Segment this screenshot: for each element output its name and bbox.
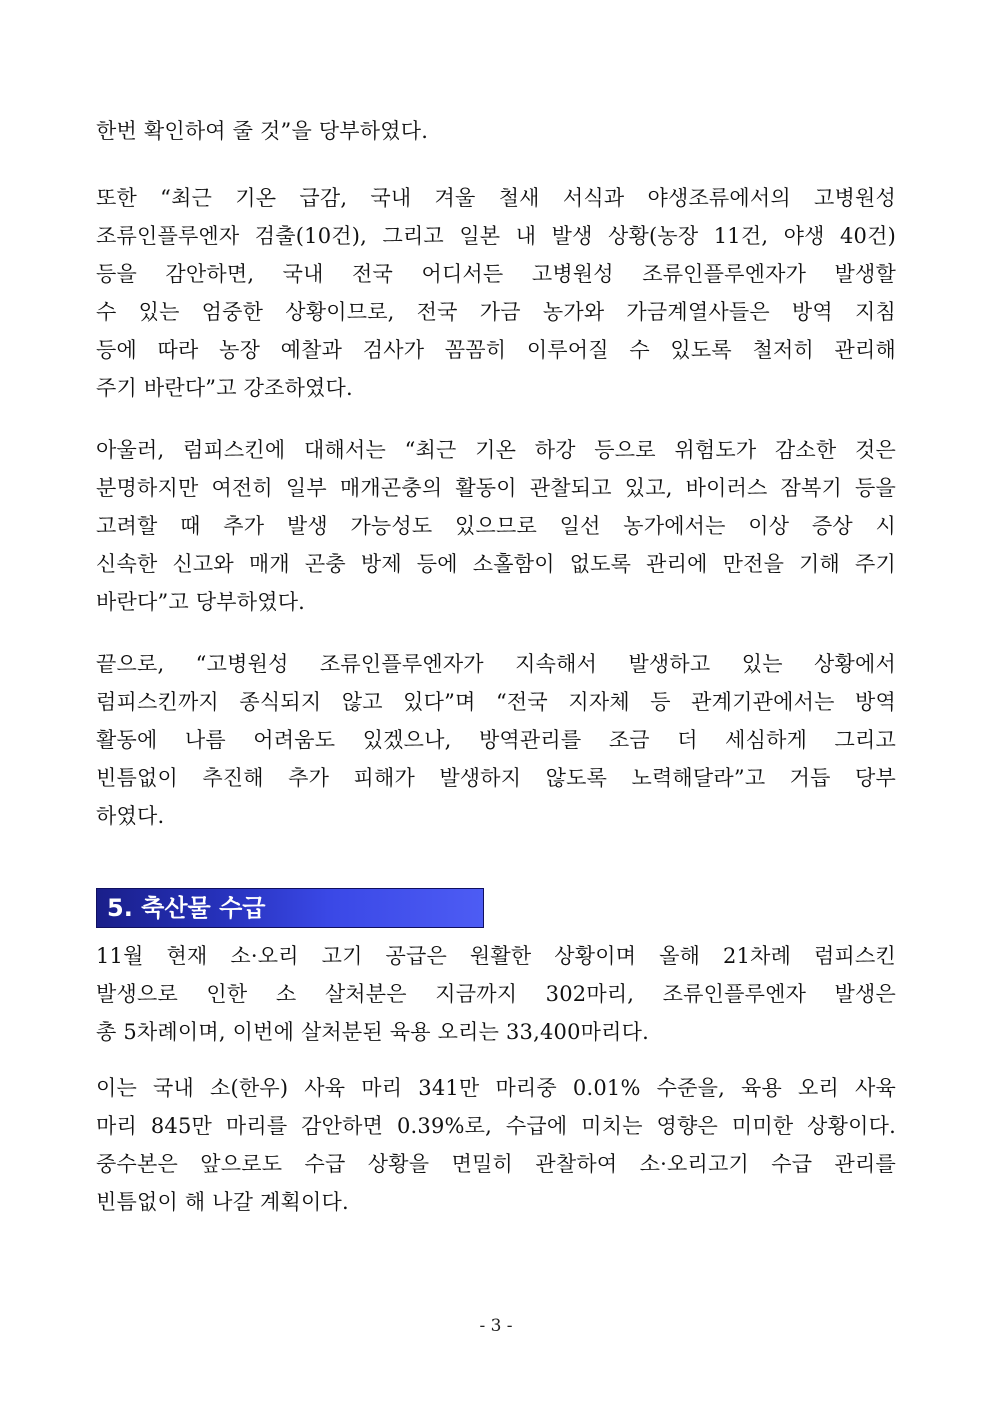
text-line: 등을 감안하면, 국내 전국 어디서든 고병원성 조류인플루엔자가 발생할 <box>96 262 896 286</box>
text-line: 아울러, 럼피스킨에 대해서는 “최근 기온 하강 등으로 위험도가 감소한 것은 <box>96 438 896 462</box>
paragraph <box>96 937 896 1051</box>
text-line: 빈틈없이 추진해 추가 피해가 발생하지 않도록 노력해달라”고 거듭 당부 <box>96 766 896 790</box>
text-line: 끝으로, “고병원성 조류인플루엔자가 지속해서 발생하고 있는 상황에서 <box>96 652 896 676</box>
text-line: 신속한 신고와 매개 곤충 방제 등에 소홀함이 없도록 관리에 만전을 기해 주기 <box>96 552 896 576</box>
section-heading-box <box>96 888 484 928</box>
text-line: 하였다. <box>96 804 165 828</box>
text-line: 빈틈없이 해 나갈 계획이다. <box>96 1190 349 1214</box>
paragraph <box>96 645 896 835</box>
text-line: 한번 확인하여 줄 것”을 당부하였다. <box>96 119 429 143</box>
text-line: 발생으로 인한 소 살처분은 지금까지 302마리, 조류인플루엔자 발생은 <box>96 982 896 1006</box>
text-line: 총 5차례이며, 이번에 살처분된 육용 오리는 33,400마리다. <box>96 1020 649 1044</box>
text-line: 활동에 나름 어려움도 있겠으나, 방역관리를 조금 더 세심하게 그리고 <box>96 728 896 752</box>
paragraph <box>96 431 896 621</box>
text-line: 분명하지만 여전히 일부 매개곤충의 활동이 관찰되고 있고, 바이러스 잠복기 등을 <box>96 476 896 500</box>
text-line: 또한 “최근 기온 급감, 국내 겨울 철새 서식과 야생조류에서의 고병원성 <box>96 186 896 210</box>
paragraph <box>96 1069 896 1221</box>
text-line: 중수본은 앞으로도 수급 상황을 면밀히 관찰하여 소·오리고기 수급 관리를 <box>96 1152 896 1176</box>
text-line: 조류인플루엔자 검출(10건), 그리고 일본 내 발생 상황(농장 11건, 야생 40건) <box>96 224 896 248</box>
text-line: 이는 국내 소(한우) 사육 마리 341만 마리중 0.01% 수준을, 육용 오리 사육 <box>96 1076 896 1100</box>
paragraph <box>96 112 896 150</box>
text-line: 11월 현재 소·오리 고기 공급은 원활한 상황이며 올해 21차례 럼피스킨 <box>96 944 896 968</box>
text-line: 바란다”고 당부하였다. <box>96 590 306 614</box>
text-line: 수 있는 엄중한 상황이므로, 전국 가금 농가와 가금계열사들은 방역 지침 <box>96 300 896 324</box>
text-line: 등에 따라 농장 예찰과 검사가 꼼꼼히 이루어질 수 있도록 철저히 관리해 <box>96 338 896 362</box>
section-title: 5. 축산물 수급 <box>107 894 266 922</box>
page-number: - 3 - <box>479 1316 513 1336</box>
text-line: 마리 845만 마리를 감안하면 0.39%로, 수급에 미치는 영향은 미미한 상황이다. <box>96 1114 896 1138</box>
text-line: 주기 바란다”고 강조하였다. <box>96 376 353 400</box>
paragraph <box>96 179 896 407</box>
text-line: 럼피스킨까지 종식되지 않고 있다”며 “전국 지자체 등 관계기관에서는 방역 <box>96 690 896 714</box>
text-line: 고려할 때 추가 발생 가능성도 있으므로 일선 농가에서는 이상 증상 시 <box>96 514 896 538</box>
